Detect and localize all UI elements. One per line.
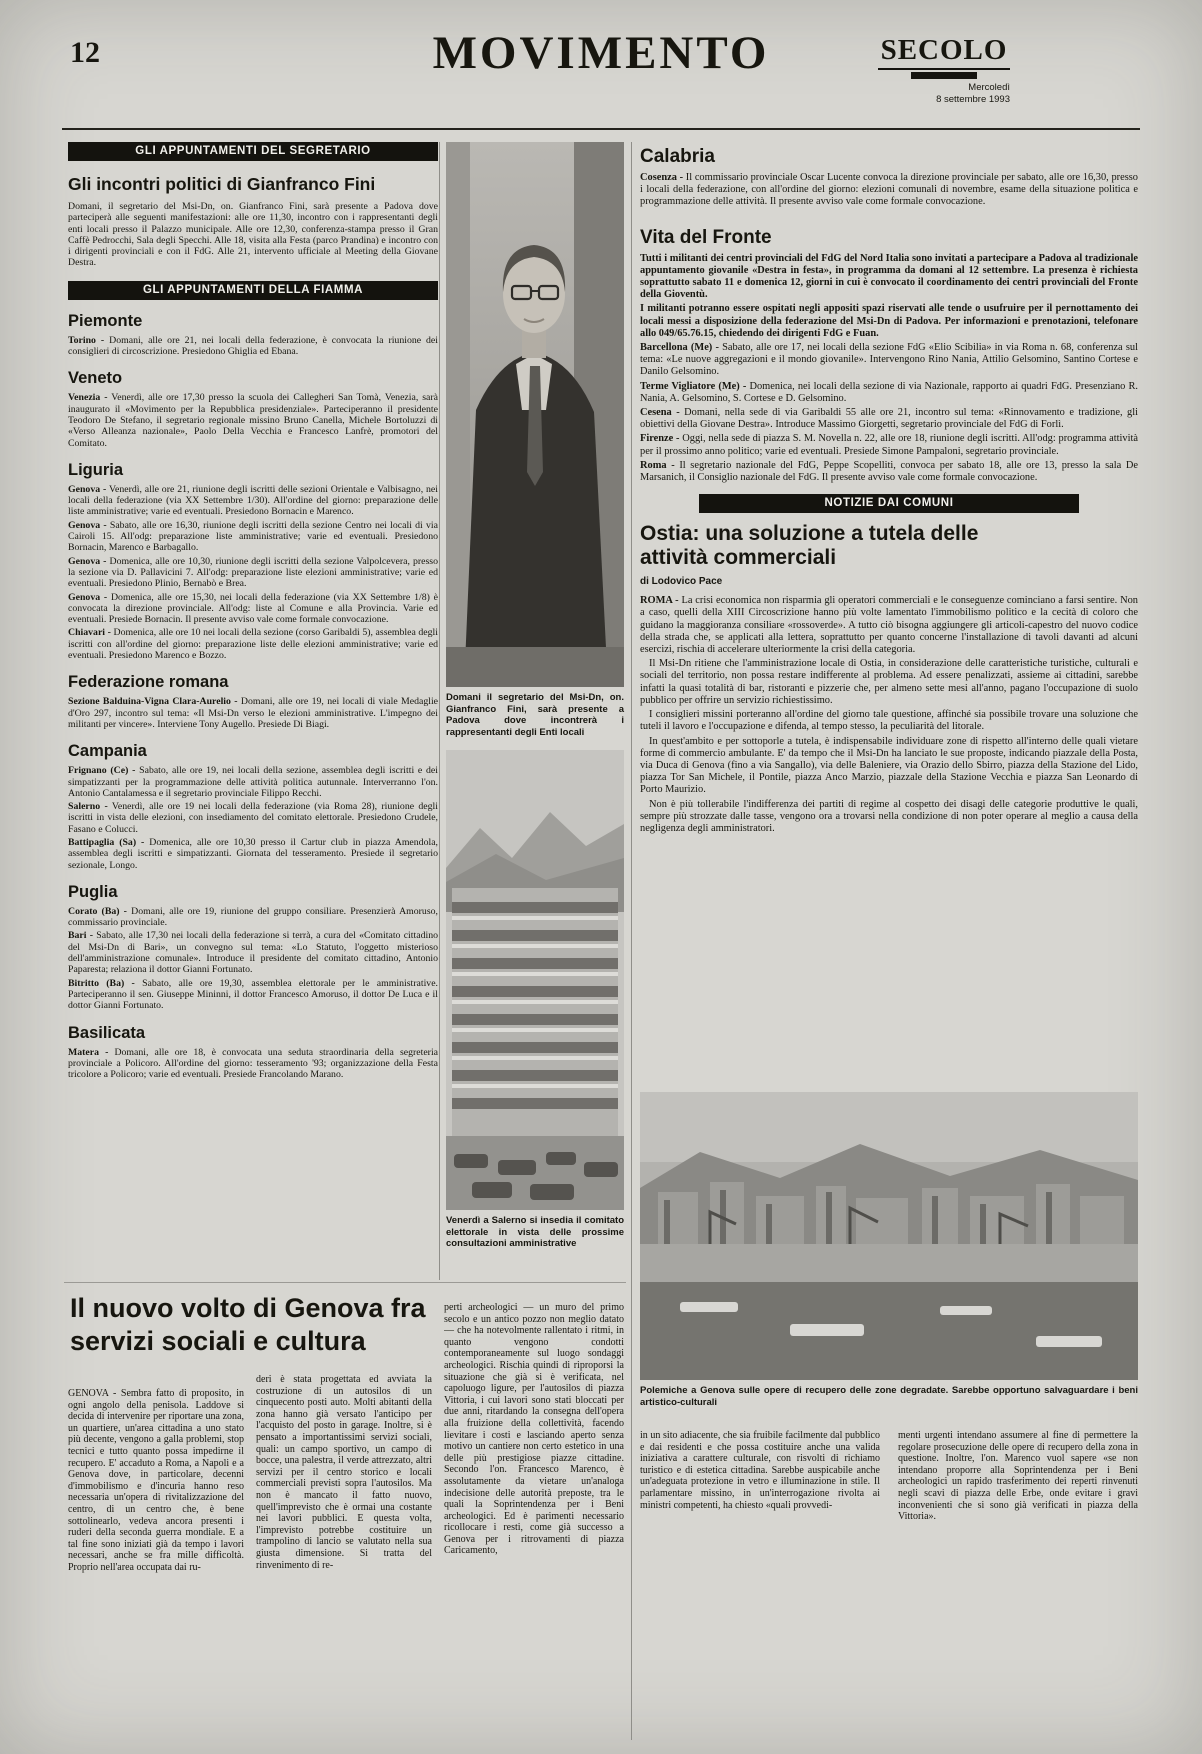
- appointment-lead: Genova -: [68, 519, 107, 531]
- ostia-byline: di Lodovico Pace: [640, 576, 723, 588]
- appointment-lead: Genova -: [68, 483, 107, 495]
- genova-article-col-5: menti urgenti intendano assumere al fine di permettere la regolare prosecuzione delle opere di recupero della zona in questione. Inoltre, l'on. Marenco vuol sapere «se non intendano proporre alla Soprintendenza per i Beni archeologici un rapido trasferimento dei reperti rinvenuti negli scavi di piazza delle Erbe, onde evitare i gravi inconvenienti che si sono già verificati in piazza della Vittoria».: [898, 1430, 1138, 1523]
- appointment-lead: Bari -: [68, 930, 94, 942]
- genova-article-col-2: deri è stata progettata ed avviata la costruzione di un autosilos di un cinquecento posti auto. Molti abitanti della zona hanno già versato l'anticipo per l'acquisto del posto in garage. Inoltre, si è pensato a importantissimi servizi sociali, quali: un campo sportivo, un campo di bocce, una palestra, il verde attrezzato, altri servizi per il centro storico e locali commerciali previsti sopra l'autosilos. Ma non è mancato il fatto nuovo, quell'imprevisto che è ormai una costante nei lavori pubblici. E questa volta, l'imprevisto potrebbe costituire un trampolino di lancio se valutato nella sua giusta dimensione. Si tratta del rinvenimento di re-: [256, 1374, 432, 1571]
- appointment-item: [68, 696, 438, 730]
- region-heading-basilicata: Basilicata: [68, 1023, 146, 1042]
- appointment-item: [68, 335, 438, 358]
- appointment-item: [68, 520, 438, 554]
- vita-intro-paragraph: I militanti potranno essere ospitati negli appositi spazi riservati alle tende o usufruire per il pernottamento dei locali messi a disposizione della federazione del Msi-Dn di Padova. Per informazioni e prenotazioni, telefonare allo 049/65.76.15, chiedendo dei dirigenti FdG e Fuan.: [640, 303, 1138, 339]
- appointment-lead: Terme Vigliatore (Me) -: [640, 380, 747, 392]
- appointment-item: [68, 765, 438, 799]
- header-rule: [62, 128, 1140, 130]
- paragraph-text: La crisi economica non risparmia gli operatori commerciali e le conseguenze cominciano a farsi sentire. Non a caso, quelli della XIII Circoscrizione hanno più volte lamentato l'immobilismo politico e la cecità di coloro che guidano la maggioranza consiliare «rossoverde». A tutto ciò bisogna aggiungere gli articoli-capestro del nuovo codice della strada che, se applicati alla lettera, soprattutto per quanto concerne l'installazione di tavoli davanti ad alcuni esercizi, rischia di accelerare ulteriormente la crisi della categoria.: [640, 595, 1138, 656]
- section-heading-vita-del-fronte: Vita del Fronte: [640, 226, 772, 248]
- appointment-text: Sabato, alle ore 16,30, riunione degli iscritti della sezione Centro nei locali di via Cairoli 15. All'odg: preparazione liste amministrative; varie ed eventuali. Presiedono Bornacin, Marenco e Barbagallo.: [68, 519, 438, 554]
- genova-photo-block: [640, 1092, 1138, 1408]
- genova-article-col-4: in un sito adiacente, che sia fruibile facilmente dal pubblico e dai residenti e che possa costituire anche una valida iniziativa a carattere culturale, con risvolti di richiamo turistico e di estetica cittadina. Sarebbe auspicabile anche un'adeguata protezione in vetro e illuminazione in stile. Il parlamentare missino, in un'interrogazione rivolta ai ministri competenti, ha chiesto «quali provvedi-: [640, 1430, 880, 1511]
- paragraph-text: I consiglieri missini porteranno all'ordine del giorno tale questione, affinché sia possibile trovare una soluzione che tuteli il lavoro e l'occupazione e difenda, al tempo stesso, la peculiarità del litorale.: [640, 709, 1138, 733]
- appointment-lead: Genova -: [68, 591, 108, 603]
- appointment-lead: Frignano (Ce) -: [68, 765, 136, 777]
- appointment-item: [68, 837, 438, 871]
- photo-salerno-building: [446, 750, 624, 1210]
- photo-caption-fini: Domani il segretario del Msi-Dn, on. Gianfranco Fini, sarà presente a Padova dove incontrerà i rappresentanti degli Enti locali: [446, 692, 624, 738]
- region-heading-calabria: Calabria: [640, 146, 715, 167]
- bar-notizie-dai-comuni: NOTIZIE DAI COMUNI: [699, 494, 1079, 513]
- appointment-item: [640, 172, 1138, 209]
- appointment-item: [68, 592, 438, 626]
- appointment-text: Domenica, alle ore 15,30, nei locali della federazione (via XX Settembre 1/8) è convocata la direzione provinciale. All'odg: liste al Comune e alla Provincia. Varie ed eventuali. Presiede Bornacin. Il presente avviso vale come formale convocazione.: [68, 591, 438, 626]
- date-full: 8 settembre 1993: [936, 94, 1010, 105]
- photo-genova-harbor: [640, 1092, 1138, 1380]
- appointment-item: [68, 801, 438, 835]
- bottom-section-rule: [64, 1282, 626, 1283]
- appointment-item: [68, 484, 438, 518]
- bar-appuntamenti-segretario: GLI APPUNTAMENTI DEL SEGRETARIO: [68, 142, 438, 161]
- ostia-paragraph: [640, 709, 1138, 733]
- appointment-text: Sabato, alle ore 17, nei locali della sezione FdG «Elio Scibilia» in via Roma n. 68, conferenza sul tema: «Le nuove aggregazioni e il mondo giovanile». Intervengono Rino Nania, Attilio Gelsomino, Santino Cortese e Danilo Gelsomino.: [640, 342, 1138, 378]
- column-rule-left: [439, 142, 440, 1280]
- genova-article-col-1: GENOVA - Sembra fatto di proposito, in ogni angolo della penisola. Laddove si decida di intervenire per riportare una zona, un quartiere, un'area cittadina a uno stato più decente, vengono a galla problemi, stop tecnici e tutto quanto possa impedirne il recupero. E' accaduto a Roma, a Napoli e a Genova dove, in particolare, decenni d'immobilismo e d'incuria hanno reso necessaria un'opera di rivitalizzazione del centro, di un centro che, è bene sottolinearlo, vedeva ancora presenti i ruderi della seconda guerra mondiale. E a tal fine sono iniziati già da tempo i lavori necessari, anche se fra mille difficoltà. Proprio nell'area occupata dai ru-: [68, 1388, 244, 1573]
- appointment-text: Sabato, alle 17,30 nei locali della federazione si terrà, a cura del «Comitato cittadino del Msi-Dn di Bari», un convegno sul tema: «Lo Statuto, l'oggetto misterioso dell'amministrazione comunale». Introduce il presidente del comitato cittadino, Antonio Paparesta; relaziona il dottor Gianni Fortunato.: [68, 930, 438, 976]
- appointment-item: [640, 342, 1138, 379]
- appointment-item: [68, 556, 438, 590]
- appointment-text: Domani, alle ore 19, riunione del gruppo consiliare. Presenzierà Amoruso, commissario provinciale.: [68, 905, 438, 929]
- section-masthead: MOVIMENTO: [432, 27, 770, 79]
- date-weekday: Mercoledì: [968, 82, 1010, 93]
- appointment-lead: Cosenza -: [640, 172, 684, 183]
- fini-article-title: Gli incontri politici di Gianfranco Fini: [68, 174, 376, 194]
- appointment-text: Sabato, alle ore 19, nei locali della sezione, assemblea degli iscritti e dei simpatizzanti per la programmazione delle attività politica autunnale. Interverranno l'on. Antonio Cantalamessa e il segretario provinciale Filippo Recchi.: [68, 765, 438, 799]
- genova-article-title: Il nuovo volto di Genova fra servizi sociali e cultura: [70, 1293, 426, 1356]
- page-number: 12: [70, 36, 100, 69]
- appointment-item: [640, 407, 1138, 431]
- appointment-lead: Bitritto (Ba) -: [68, 977, 135, 989]
- genova-article-col-3: perti archeologici — un muro del primo secolo e un antico pozzo non meglio datato — che ha notevolmente rallentato i ritmi, in quanto vengono condotti contemporaneamente sul luogo sondaggi archeologici. Rischia quindi di riproporsi la situazione che già si è verificata, nel capoluogo ligure, per l'autosilos di piazza Vittoria, i cui lavori sono stati bloccati per due anni, ritardando la consegna dell'opera alla fruizione della collettività, facendo lievitare i costi e lasciando aperto senza motivo un cantiere non certo estetico in una delle più prestigiose piazze cittadine. Secondo l'on. Francesco Marenco, è assolutamente da vietare un'analoga indecisione delle autorità preposte, tra le quali la Soprintendenza per i Beni archeologici. Ed è parimenti necessario ricollocare i resti, come già successo a Genova per i ritrovamenti di piazza Caricamento,: [444, 1302, 624, 1557]
- ostia-paragraph: [640, 595, 1138, 656]
- appointment-text: Venerdì, alle ore 21, riunione degli iscritti delle sezioni Orientale e Valbisagno, nei locali della federazione (via XX Settembre 1/30). All'ordine del giorno: preparazione delle liste amministrative; varie ed eventuali. Presiedono Bornacin e Marenco.: [68, 483, 438, 518]
- region-heading-liguria: Liguria: [68, 460, 124, 479]
- appointment-lead: Chiavari -: [68, 627, 111, 639]
- appointment-lead: Torino -: [68, 334, 105, 346]
- ostia-paragraph: [640, 658, 1138, 707]
- appointment-item: [68, 392, 438, 448]
- appointment-text: Domenica, alle ore 10,30, riunione degli iscritti della sezione Valpolcevera, presso la sezione via D. Pallavicini 7. All'odg: preparazione liste elezioni amministrative; varie ed eventuali. Presiedono Plinio, Bernabò e Brea.: [68, 555, 438, 590]
- appointment-item: [68, 906, 438, 929]
- appointment-text: Venerdì, alle ore 17,30 presso la scuola dei Callegheri San Tomà, Venezia, sarà inaugurato il «Movimento per la Repubblica presidenziale». Parteciperanno il presidente Teodoro De Stefano, il segretario regionale missino Bruno Canella, Michele Bortoluzzi di «Verso Alleanza nazionale», Paolo Della Vecchia e Francesco Lanfrè, promotori del Comitato.: [68, 392, 438, 449]
- appointment-lead: Cesena -: [640, 407, 680, 419]
- column-rule-right: [631, 142, 632, 1740]
- photo-column: [446, 142, 624, 1250]
- paragraph-text: Il Msi-Dn ritiene che l'amministrazione locale di Ostia, in considerazione delle caratteristiche turistiche, culturali e sociali del territorio, non possa restare indifferente al problema. Ad essere penalizzati, assieme ai cittadini, sarebbe infatti la quasi totalità di bar, ristoranti e pizzerie che, per almeno sette mesi all'anno, pagano l'occupazione di suolo pubblico per offrire un servizio richiestissimo.: [640, 658, 1138, 706]
- appointment-text: Il segretario nazionale del FdG, Peppe Scopelliti, convoca per sabato 18, alle ore 13, presso la sala De Marsanich, il Consiglio nazionale del FdG. Il presente avviso vale come formale convocazione.: [640, 459, 1138, 484]
- region-heading-puglia: Puglia: [68, 882, 118, 901]
- ostia-article-title: Ostia: una soluzione a tutela delle attività commerciali: [640, 522, 979, 570]
- appointment-item: [640, 460, 1138, 484]
- region-heading-piemonte: Piemonte: [68, 311, 143, 330]
- appointment-item: [68, 978, 438, 1012]
- appointment-text: Domenica, nei locali della sezione di via Nazionale, rapporto ai quadri FdG. Presenziano R. Nania, A. Gelsomino, S. Cortese e D. Gelsomino.: [640, 380, 1138, 404]
- ostia-paragraph: [640, 799, 1138, 836]
- appointment-lead: Matera -: [68, 1046, 109, 1058]
- paragraph-text: Non è più tollerabile l'indifferenza dei partiti di regime al cospetto dei disagi delle categorie produttive le quali, sempre più strozzate dalle tasse, vengono ora a trovarsi nella condizione di non poter operare al meglio a causa della negligenza degli amministratori.: [640, 798, 1138, 834]
- appointment-lead: Barcellona (Me) -: [640, 342, 719, 354]
- appointment-lead: Roma -: [640, 459, 675, 471]
- region-heading-federazione-romana: Federazione romana: [68, 673, 229, 692]
- appointment-lead: Venezia -: [68, 392, 108, 404]
- photo-caption-salerno: Venerdì a Salerno si insedia il comitato elettorale in vista delle prossime consultazioni amministrative: [446, 1215, 624, 1249]
- paragraph-text: In quest'ambito e per sottoporle a tutela, è indispensabile individuare zone di rispetto all'interno delle quali vietare forme di commercio ambulante. E' da tempo che il Msi-Dn ha lanciato le sue proposte, indicando piazzale della Posta, via Duca di Genova (fino a via Sangallo), via delle Baleniere, via Orazio dello Sbirro, piazza della Stazione del Lido, piazza Tor San Michele, il Pontile, piazza Anco Marzio, piazzale della Stazione Vecchia e piazza San Leonardo di Porto Maurizio.: [640, 735, 1138, 796]
- dateline: ROMA -: [640, 595, 679, 607]
- appointment-item: [68, 1047, 438, 1081]
- appointment-text: Domenica, alle ore 10,30 presso il Cartur club in piazza Amendola, assemblea degli iscritti e simpatizzanti. Giornata del tesseramento. Presiede il segretario sezionale, Longo.: [68, 836, 438, 871]
- appointment-text: Domani, alle ore 18, è convocata una seduta straordinaria della segreteria provinciale a Policoro. All'ordine del giorno: tesseramento '93; organizzazione della Festa tricolore a Policoro; varie ed eventuali. Presiede Francolando Marano.: [68, 1046, 438, 1081]
- appointment-item: [68, 930, 438, 975]
- appointment-lead: Firenze -: [640, 433, 680, 445]
- appointment-text: Il commissario provinciale Oscar Lucente convoca la direzione provinciale per sabato, alle ore 16,30, presso i locali della federazione, con all'ordine del giorno: elezioni comunali di novembre, esame della situazione politica e programmazione delle attività. Il presente avviso vale come formale convocazione.: [640, 172, 1138, 208]
- appointment-lead: Battipaglia (Sa) -: [68, 836, 145, 848]
- appointment-text: Oggi, nella sede di piazza S. M. Novella n. 22, alle ore 18, riunione degli iscritti. All'odg: programma attività per il prossimo anno politico; varie ed eventuali. Presiede Simone Pampaloni, segretario provinciale.: [640, 433, 1138, 457]
- region-heading-veneto: Veneto: [68, 369, 123, 388]
- newspaper-logo: SECOLO: [878, 34, 1010, 70]
- appointment-text: Domenica, alle ore 10 nei locali della sezione (corso Garibaldi 5), assemblea degli iscritti con all'ordine del giorno: preparazione liste delle elezioni amministrative; varie ed eventuali. Presiedono Marenco e Bozzo.: [68, 627, 438, 662]
- appointment-lead: Genova -: [68, 555, 107, 567]
- left-column: [68, 142, 438, 1282]
- right-column: [640, 142, 1138, 1088]
- region-heading-campania: Campania: [68, 742, 147, 761]
- logo-rule: [911, 72, 977, 79]
- appointment-lead: Sezione Balduina-Vigna Clara-Aurelio -: [68, 696, 238, 708]
- photo-gianfranco-fini: [446, 142, 624, 687]
- appointment-item: [640, 381, 1138, 405]
- photo-caption-genova: Polemiche a Genova sulle opere di recupero delle zone degradate. Sarebbe opportuno salvaguardare i beni artistico-culturali: [640, 1385, 1138, 1408]
- appointment-item: [68, 627, 438, 661]
- newspaper-logo-block: [878, 34, 1010, 106]
- bar-appuntamenti-fiamma: GLI APPUNTAMENTI DELLA FIAMMA: [68, 281, 438, 300]
- ostia-paragraph: [640, 736, 1138, 797]
- vita-intro-paragraph: Tutti i militanti dei centri provinciali del FdG del Nord Italia sono invitati a partecipare a Padova al tradizionale appuntamento giovanile «Destra in festa», in programma da domani al 12 settembre. La presenza è richiesta soprattutto sabato 11 e domenica 12, giorni in cui è convocato il coordinamento dei centri provinciali del Fronte della Gioventù.: [640, 252, 1138, 301]
- appointment-text: Domani, alle ore 21, nei locali della federazione, è convocata la riunione dei consiglieri di circoscrizione. Presiedono Ghiglia ed Ebana.: [68, 334, 438, 358]
- appointment-item: [640, 433, 1138, 457]
- appointment-lead: Salerno -: [68, 801, 108, 813]
- appointment-text: Venerdì, alle ore 19 nei locali della federazione (via Roma 28), riunione degli iscritti in vista delle elezioni, con insediamento del comitato elettorale. Presiedono Crudele, Fasano e Colucci.: [68, 801, 438, 835]
- appointment-text: Sabato, alle ore 19,30, assemblea elettorale per le amministrative. Parteciperanno il sen. Giuseppe Mininni, il dottor Francesco Amoruso, il dottor De Luca e il dottor Gianni Fortunato.: [68, 977, 438, 1012]
- appointment-text: Domani, nella sede di via Garibaldi 55 alle ore 21, incontro sul tema: «Rinnovamento e tradizione, gli obiettivi della Giovane Destra». Introduce Massimo Giorgetti, segretario provinciale del FdG di Forlì.: [640, 407, 1138, 431]
- appointment-text: Domani, alle ore 19, nei locali di viale Medaglie d'Oro 297, incontro sul tema: «Il Msi-Dn verso le elezioni amministrative. L'impegno dei militanti per vincere». Interviene Tony Augello. Presiede Di Biagi.: [68, 696, 438, 730]
- appointment-lead: Corato (Ba) -: [68, 905, 127, 917]
- fini-article-body: Domani, il segretario del Msi-Dn, on. Gianfranco Fini, sarà presente a Padova dove parteciperà alle seguenti manifestazioni: alle ore 11,30, incontro con i rappresentanti degli enti locali presso il Palazzo municipale. Alle ore 12,30, conferenza-stampa presso il Gran Caffè Pedrocchi, Sala degli Specchi. Alle 18, visita alla Festa (parco Prandina) e incontro con i dirigenti provinciali e con il FdG. Alle 21, intervento ufficiale al Meeting della Giovane Destra.: [68, 201, 438, 269]
